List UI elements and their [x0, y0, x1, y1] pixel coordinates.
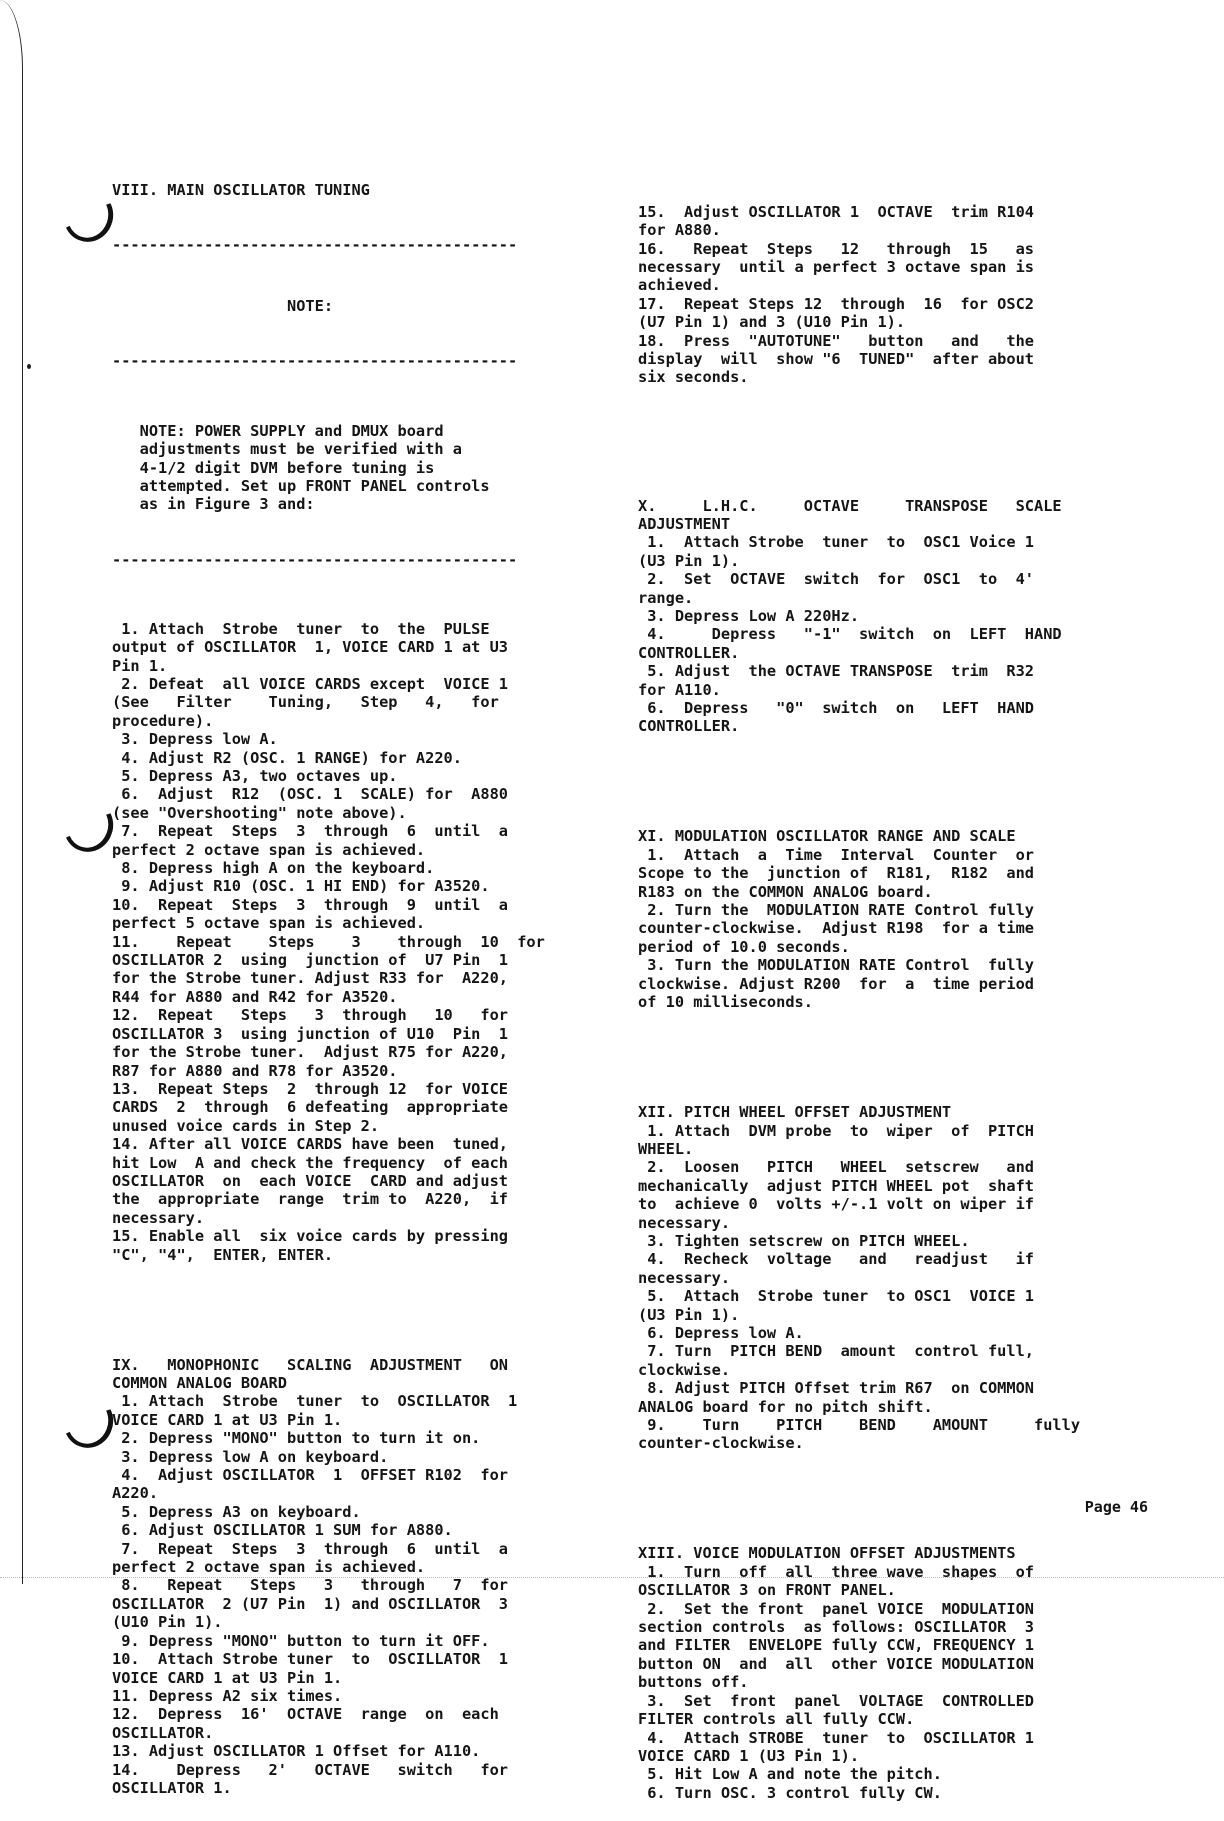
- rule: --------------------------------------------: [112, 352, 518, 371]
- page-left-edge: [0, 0, 23, 1584]
- section-heading-viii: VIII. MAIN OSCILLATOR TUNING: [112, 180, 370, 199]
- speck: [27, 364, 31, 369]
- binder-hole-top: [57, 183, 121, 249]
- bottom-edge: [0, 1577, 1224, 1578]
- binder-hole-middle: [57, 793, 121, 859]
- section-xiii: XIII. VOICE MODULATION OFFSET ADJUSTMENTS 1. Turn off all three wave shapes of OSCILLATOR 3 on FRONT PANEL. 2. Set the front panel VOICE MODULATION section controls as follows: OSCILLATOR 3 and FILTER ENVELOPE fully CCW, FREQUENCY 1 button ON and all other VOICE MODULATION buttons off. 3. Set front panel VOLTAGE CONTROLLED FILTER controls all fully CCW. 4. Attach STROBE tuner to OSCILLATOR 1 VOICE CARD 1 (U3 Pin 1). 5. Hit Low A and note the pitch. 6. Turn OSC. 3 control fully CW.: [638, 1544, 1035, 1802]
- steps-viii: 1. Attach Strobe tuner to the PULSE output of OSCILLATOR 1, VOICE CARD 1 at U3 Pin 1. 2. Defeat all VOICE CARDS except VOICE 1 (See Filter Tuning, Step 4, for procedure). 3. Depress low A. 4. Adjust R2 (OSC. 1 RANGE) for A220. 5. Depress A3, two octaves up. 6. Adjust R12 (OSC. 1 SCALE) for A880 (see "Overshooting" note above). 7. Repeat Steps 3 through 6 until a perfect 2 octave span is achieved. 8. Depress high A on the keyboard. 9. Adjust R10 (OSC. 1 HI END) for A3520. 10. Repeat Steps 3 through 9 until a perfect 5 octave span is achieved. 11. Repeat Steps 3 through 10 for OSCILLATOR 2 using junction of U7 Pin 1 for the Strobe tuner. Adjust R33 for A220, R44 for A880 and R42 for A3520. 12. Repeat Steps 3 through 10 for OSCILLATOR 3 using junction of U10 Pin 1 for the Strobe tuner. Adjust R75 for A220, R87 for A880 and R78 for A3520. 13. Repeat Steps 2 through 12 for VOICE CARDS 2 through 6 defeating appropriate unused voice cards in Step 2. 14. After all VOICE CARDS have been tuned, hit Low A and check the frequency of each OSCILLATOR on each VOICE CARD and adjust the appropriate range trim to A220, if necessary. 15. Enable all six voice cards by pressing "C", "4", ENTER, ENTER.: [112, 619, 545, 1264]
- rule: --------------------------------------------: [112, 550, 518, 569]
- section-x: X. L.H.C. OCTAVE TRANSPOSE SCALE ADJUSTMENT 1. Attach Strobe tuner to OSC1 Voice 1 (U3 Pin 1). 2. Set OCTAVE switch for OSC1 to 4' range. 3. Depress Low A 220Hz. 4. Depress "-1" switch on LEFT HAND CONTROLLER. 5. Adjust the OCTAVE TRANSPOSE trim R32 for A110. 6. Depress "0" switch on LEFT HAND CONTROLLER.: [638, 496, 1062, 736]
- section-xii: XII. PITCH WHEEL OFFSET ADJUSTMENT 1. Attach DVM probe to wiper of PITCH WHEEL. 2. Loosen PITCH WHEEL setscrew and mechanically adjust PITCH WHEEL pot shaft to achieve 0 volts +/-.1 volt on wiper if necessary. 3. Tighten setscrew on PITCH WHEEL. 4. Recheck voltage and readjust if necessary. 5. Attach Strobe tuner to OSC1 VOICE 1 (U3 Pin 1). 6. Depress low A. 7. Turn PITCH BEND amount control full, clockwise. 8. Adjust PITCH Offset trim R67 on COMMON ANALOG board for no pitch shift. 9. Turn PITCH BEND AMOUNT fully counter-clockwise.: [638, 1103, 1081, 1453]
- right-column: [638, 166, 1118, 1821]
- steps-continued: 15. Adjust OSCILLATOR 1 OCTAVE trim R104 for A880. 16. Repeat Steps 12 through 15 as necessary until a perfect 3 octave span is achieved. 17. Repeat Steps 12 through 16 for OSC2 (U7 Pin 1) and 3 (U10 Pin 1). 18. Press "AUTOTUNE" button and the display will show "6 TUNED" after about six seconds.: [638, 202, 1035, 387]
- section-ix: IX. MONOPHONIC SCALING ADJUSTMENT ON COMMON ANALOG BOARD 1. Attach Strobe tuner to OSCILLATOR 1 VOICE CARD 1 at U3 Pin 1. 2. Depress "MONO" button to turn it on. 3. Depress low A on keyboard. 4. Adjust OSCILLATOR 1 OFFSET R102 for A220. 5. Depress A3 on keyboard. 6. Adjust OSCILLATOR 1 SUM for A880. 7. Repeat Steps 3 through 6 until a perfect 2 octave span is achieved. 8. Repeat Steps 3 through 7 for OSCILLATOR 2 (U7 Pin 1) and OSCILLATOR 3 (U10 Pin 1). 9. Depress "MONO" button to turn it OFF. 10. Attach Strobe tuner to OSCILLATOR 1 VOICE CARD 1 at U3 Pin 1. 11. Depress A2 six times. 12. Depress 16' OCTAVE range on each OSCILLATOR. 13. Adjust OSCILLATOR 1 Offset for A110. 14. Depress 2' OCTAVE switch for OSCILLATOR 1.: [112, 1355, 518, 1797]
- section-xi: XI. MODULATION OSCILLATOR RANGE AND SCALE 1. Attach a Time Interval Counter or Scope to the junction of R181, R182 and R183 on the COMMON ANALOG board. 2. Turn the MODULATION RATE Control fully counter-clockwise. Adjust R198 for a time period of 10.0 seconds. 3. Turn the MODULATION RATE Control fully clockwise. Adjust R200 for a time period of 10 milliseconds.: [638, 827, 1035, 1012]
- binder-hole-bottom: [57, 1389, 121, 1455]
- note-body: NOTE: POWER SUPPLY and DMUX board adjustments must be verified with a 4-1/2 digit DVM before tuning is attempted. Set up FRONT PANEL controls as in Figure 3 and:: [139, 421, 490, 514]
- rule: --------------------------------------------: [112, 236, 518, 255]
- note-title: NOTE:: [112, 297, 334, 316]
- left-column: [112, 144, 592, 1816]
- page-number: Page 46: [1084, 1498, 1148, 1516]
